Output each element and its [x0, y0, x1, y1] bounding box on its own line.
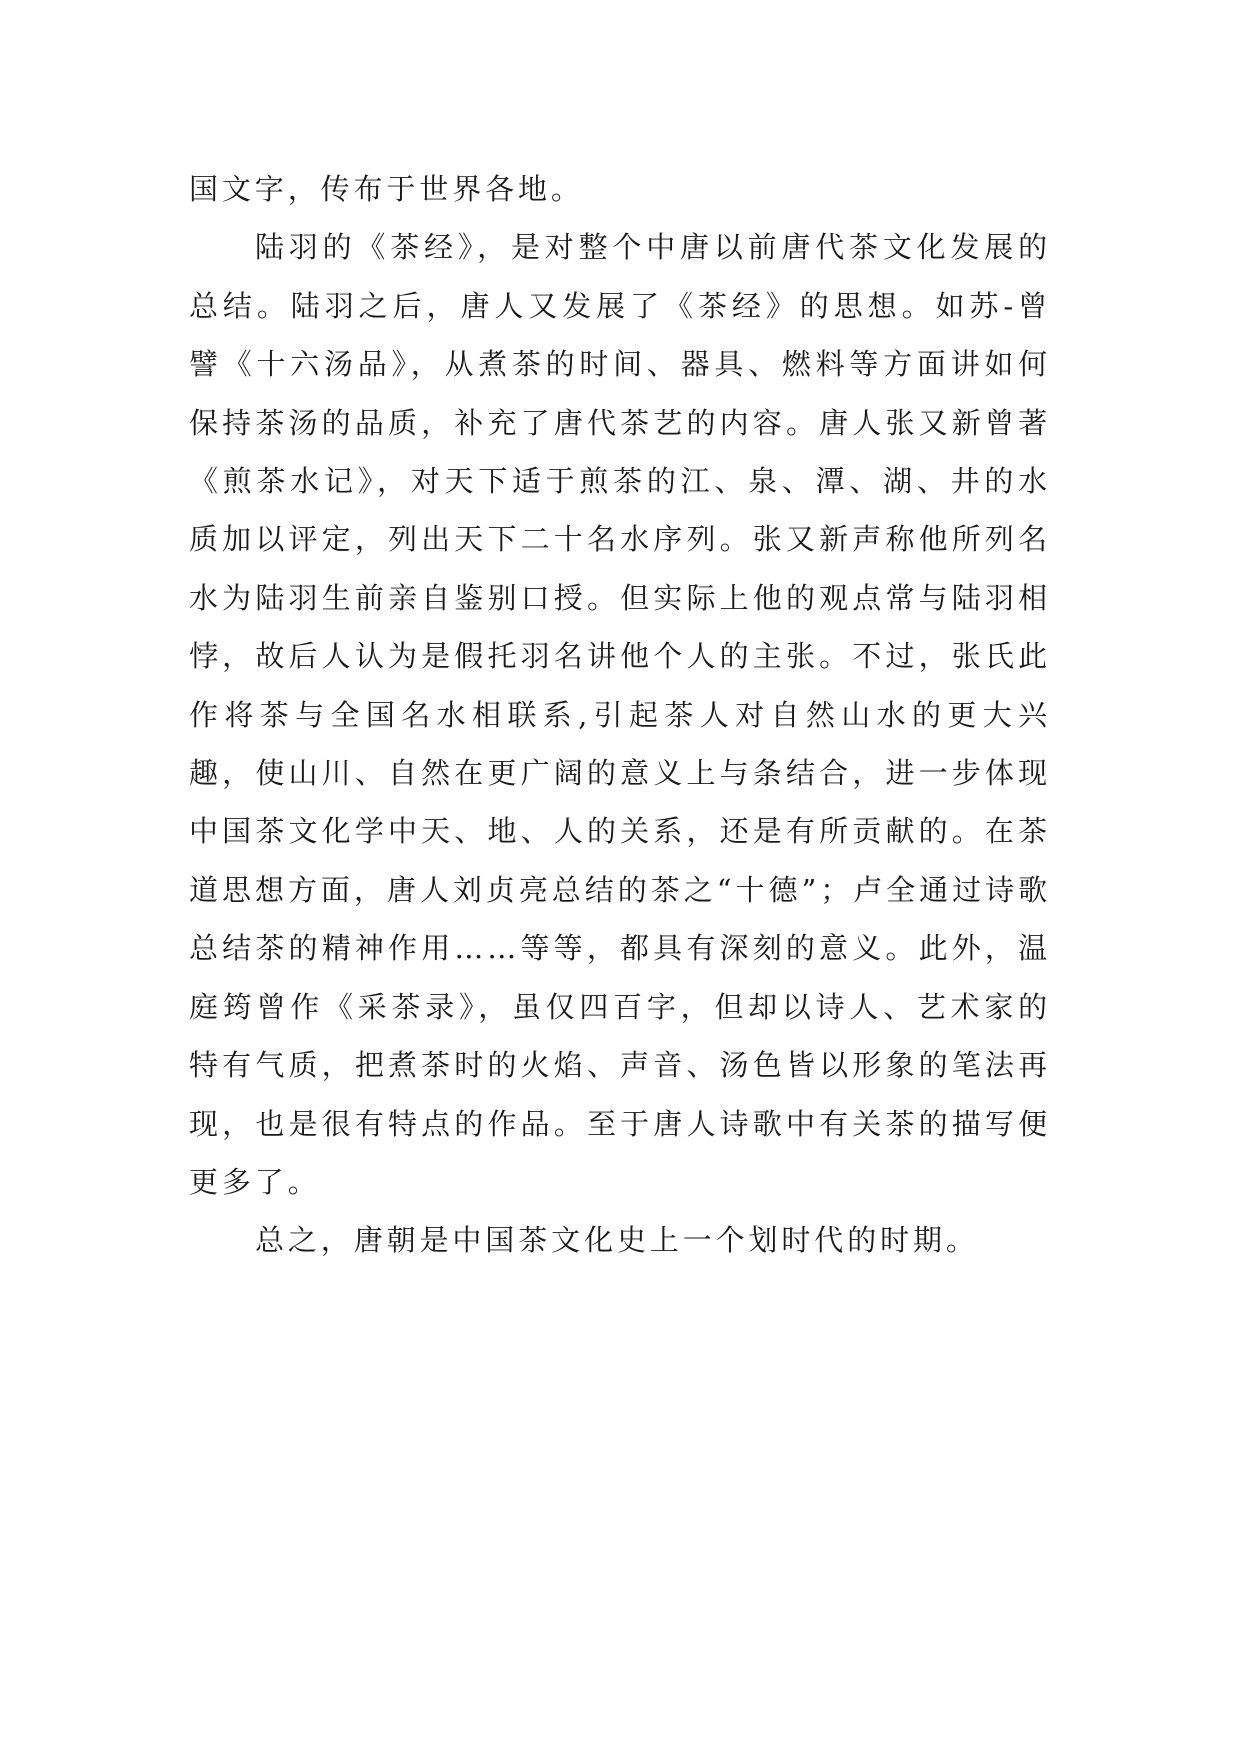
- paragraph-continuation: 国文字，传布于世界各地。: [189, 172, 584, 206]
- paragraph-tea-classic-summary: 陆羽的《茶经》，是对整个中唐以前唐代茶文化发展的总结。陆羽之后，唐人又发展了《茶经》的思想。如苏-曾譬《十六汤品》，从煮茶的时间、器具、燃料等方面讲如何保持茶汤的品质，补充了唐代茶艺的内容。唐人张又新曾著《煎茶水记》，对天下适于煎茶的江、泉、潭、湖、井的水质加以评定，列出天下二十名水序列。张又新声称他所列名水为陆羽生前亲自鉴别口授。但实际上他的观点常与陆羽相悖，故后人认为是假托羽名讲他个人的主张。不过，张氏此作将茶与全国名水相联系,引起茶人对自然山水的更大兴趣，使山川、自然在更广阔的意义上与条结合，进一步体现中国茶文化学中天、地、人的关系，还是有所贡献的。在茶道思想方面，唐人刘贞亮总结的茶之“十德”；卢全通过诗歌总结茶的精神作用……等等，都具有深刻的意义。此外，温庭筠曾作《采茶录》，虽仅四百字，但却以诗人、艺术家的特有气质，把煮茶时的火焰、声音、汤色皆以形象的笔法再现，也是很有特点的作品。至于唐人诗歌中有关茶的描写便更多了。: [189, 230, 1051, 1199]
- document-body: [189, 160, 1051, 1270]
- paragraph-conclusion: 总之，唐朝是中国茶文化史上一个划时代的时期。: [255, 1223, 979, 1258]
